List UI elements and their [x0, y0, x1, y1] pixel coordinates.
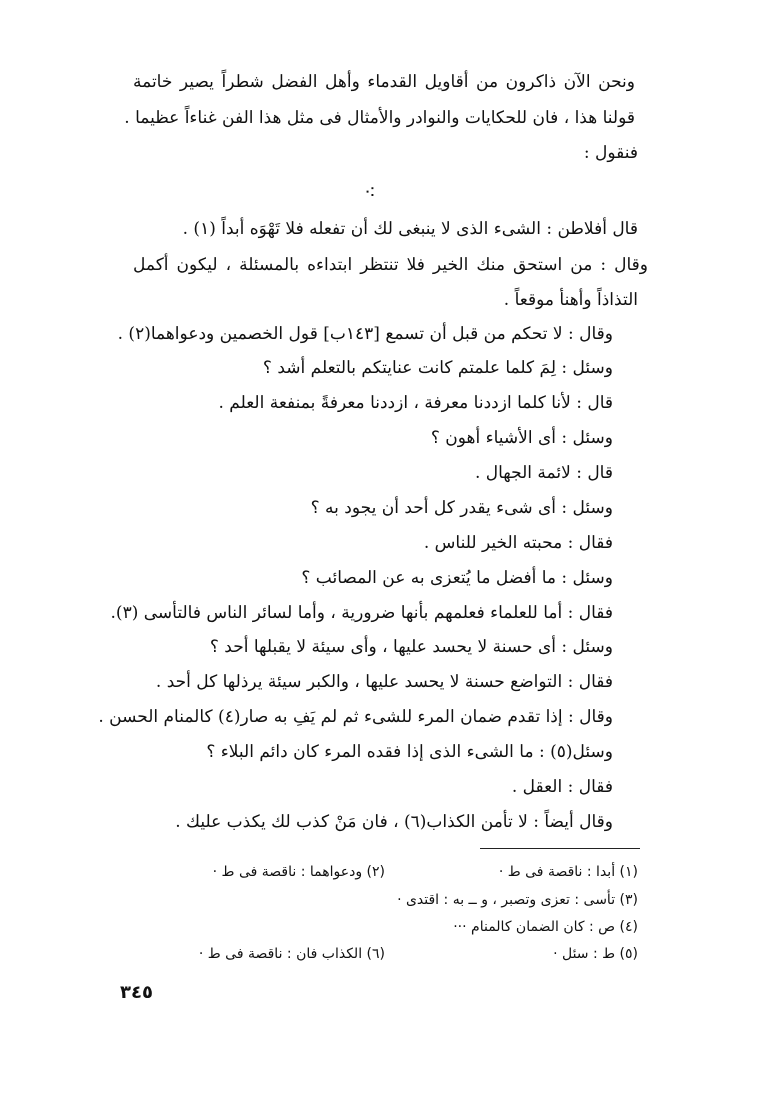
entry-line: وسئل : أى حسنة لا يحسد عليها ، وأى سيئة لا يقبلها أحد ؟: [209, 637, 613, 657]
entry-line: فقال : محبته الخير للناس .: [423, 533, 613, 553]
footnote-6: (٦) الكذاب فان : ناقصة فى ط ·: [198, 946, 385, 962]
entry-line: قال أفلاطن : الشىء الذى لا ينبغى لك أن تفعله فلا تَهْوَه أبداً (١) .: [182, 219, 638, 239]
entry-line: وسئل : لِمَ كلما علمتم كانت عنايتكم بالتعلم أشد ؟: [262, 358, 613, 378]
entry-line: وسئل : أى شىء يقدر كل أحد أن يجود به ؟: [310, 498, 613, 518]
entry-line: وسئل : ما أفضل ما يُتعزى به عن المصائب ؟: [301, 568, 613, 588]
footnote-5: (٥) ط : سئل ·: [553, 946, 638, 962]
page-number: ٣٤٥: [120, 982, 153, 1003]
footnote-1: (١) أبدا : ناقصة فى ط ·: [498, 864, 638, 880]
intro-line-1: ونحن الآن ذاكرون من أقاويل القدماء وأهل الفضل شطراً يصير خاتمة: [133, 72, 635, 92]
section-separator: ⁖: [364, 180, 376, 204]
footnote-3: (٣) تأسى : تعزى وتصبر ، و ــ به : اقتدى ·: [397, 892, 638, 908]
entry-line: وقال : إذا تقدم ضمان المرء للشىء ثم لم يَفِ به صار(٤) كالمنام الحسن .: [98, 707, 613, 727]
entry-line: وسئل(٥) : ما الشىء الذى إذا فقده المرء كان دائم البلاء ؟: [206, 742, 613, 762]
entry-line: وقال : من استحق منك الخير فلا تنتظر ابتداءه بالمسئلة ، ليكون أكمل: [133, 255, 648, 275]
intro-line-2: قولنا هذا ، فان للحكايات والنوادر والأمثال فى مثل هذا الفن غناءاً عظيما .: [124, 108, 635, 128]
footnote-4: (٤) ص : كان الضمان كالمنام ···: [453, 919, 638, 935]
entry-line: وسئل : أى الأشياء أهون ؟: [430, 428, 613, 448]
entry-line: فقال : التواضع حسنة لا يحسد عليها ، والكبر سيئة يرذلها كل أحد .: [155, 672, 613, 692]
footnote-2: (٢) ودعواهما : ناقصة فى ط ·: [212, 864, 385, 880]
entry-line: فقال : العقل .: [511, 777, 613, 797]
intro-line-3: فنقول :: [583, 143, 638, 163]
footnote-divider: [480, 848, 640, 849]
entry-line: التذاذاً وأهنأ موقعاً .: [503, 290, 638, 310]
entry-line: قال : لأنا كلما ازددنا معرفة ، ازددنا معرفةً بمنفعة العلم .: [218, 393, 613, 413]
entry-line: فقال : أما للعلماء فعلمهم بأنها ضرورية ، وأما لسائر الناس فالتأسى (٣).: [110, 603, 613, 623]
entry-line: وقال أيضاً : لا تأمن الكذاب(٦) ، فان مَنْ كذب لك يكذب عليك .: [175, 812, 613, 832]
entry-line: قال : لائمة الجهال .: [474, 463, 613, 483]
entry-line: وقال : لا تحكم من قبل أن تسمع [١٤٣ب] قول الخصمين ودعواهما(٢) .: [117, 324, 613, 344]
